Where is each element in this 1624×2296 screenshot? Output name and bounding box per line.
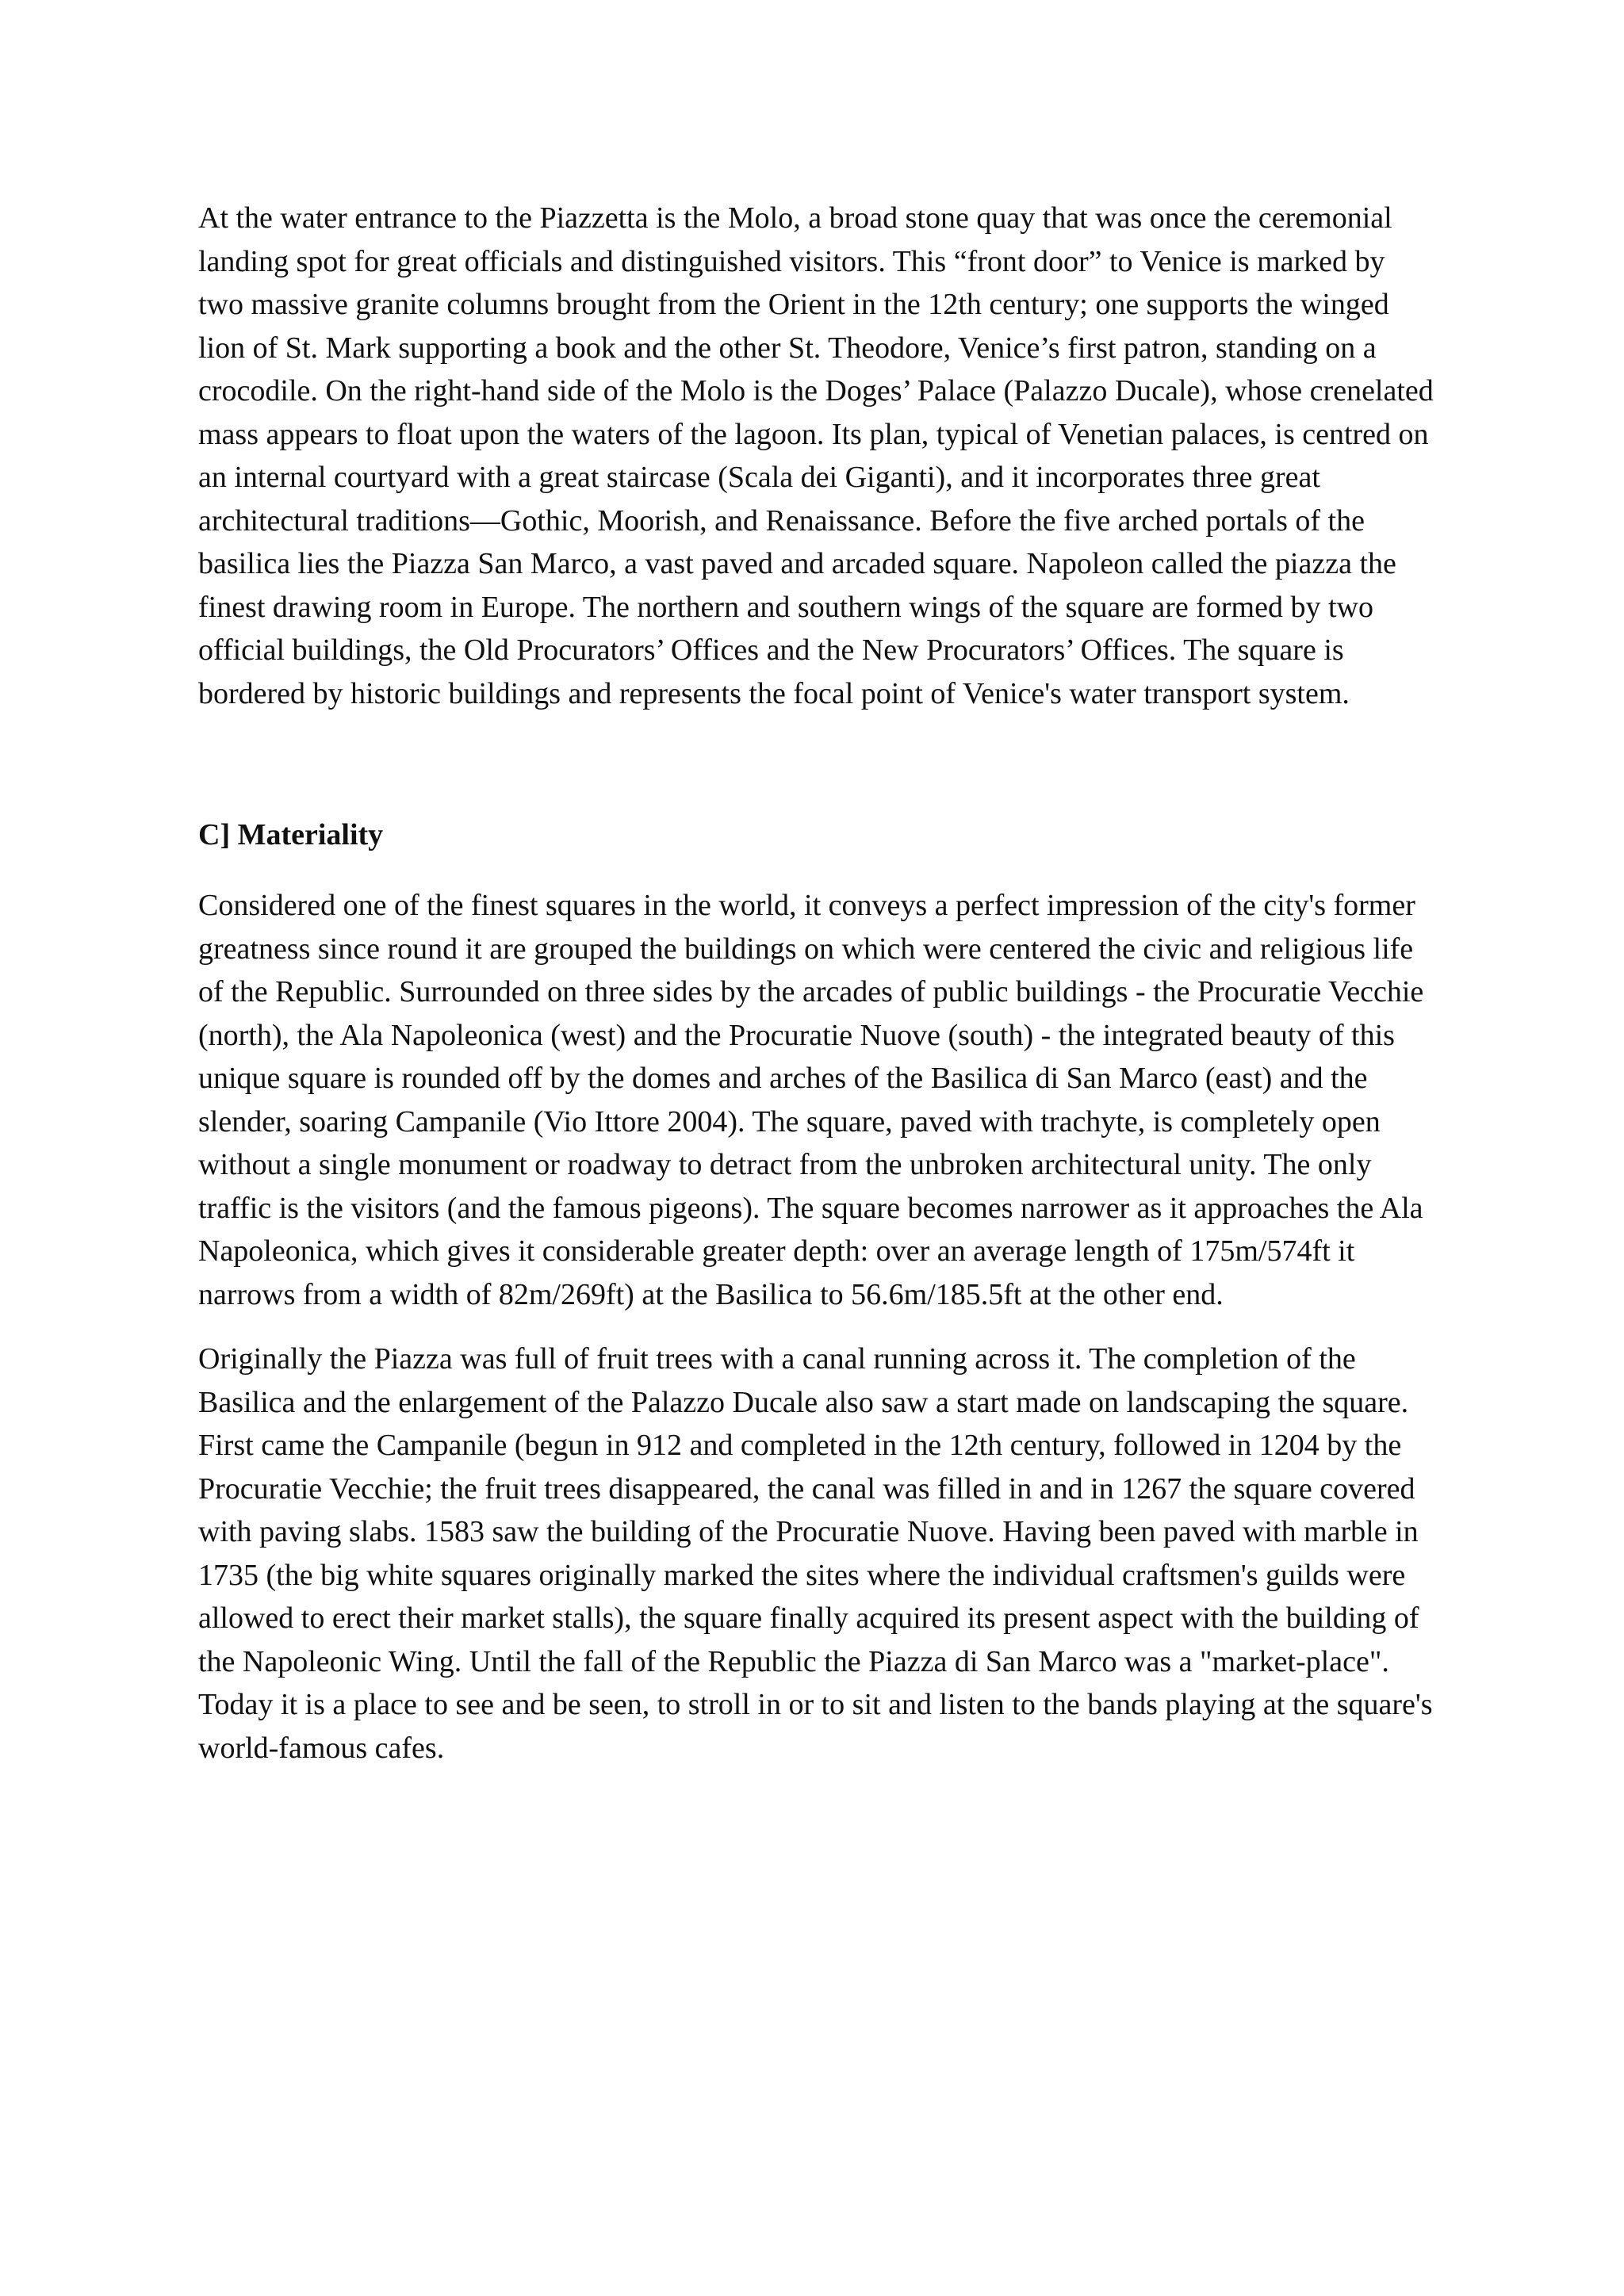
paragraph-square-materiality: Considered one of the finest squares in the world, it conveys a perfect impression of the city's former greatness since round it are grouped the buildings on which were centered the civic and religious life of the Republic. Surrounded on three sides by the arcades of public buildings - the Procuratie Vecchie (north), the Ala Napoleonica (west) and the Procuratie Nuove (south) - the integrated beauty of this unique square is rounded off by the domes and arches of the Basilica di San Marco (east) and the slender, soaring Campanile (Vio Ittore 2004). The square, paved with trachyte, is completely open without a single monument or roadway to detract from the unbroken architectural unity. The only traffic is the visitors (and the famous pigeons). The square becomes narrower as it approaches the Ala Napoleonica, which gives it considerable greater depth: over an average length of 175m/574ft it narrows from a width of 82m/269ft) at the Basilica to 56.6m/185.5ft at the other end. bbox=[198, 889, 1424, 1311]
paragraph-piazza-history: Originally the Piazza was full of fruit trees with a canal running across it. The completion of the Basilica and the enlargement of the Palazzo Ducale also saw a start made on landscaping the square. First came the Campanile (begun in 912 and completed in the 12th century, followed in 1204 by the Procuratie Vecchie; the fruit trees disappeared, the canal was filled in and in 1267 the square covered with paving slabs. 1583 saw the building of the Procuratie Nuove. Having been paved with marble in 1735 (the big white squares originally marked the sites where the individual craftsmen's guilds were allowed to erect their market stalls), the square finally acquired its present aspect with the building of the Napoleonic Wing. Until the fall of the Republic the Piazza di San Marco was a "market-place". Today it is a place to see and be seen, to stroll in or to sit and listen to the bands playing at the square's world-famous cafes. bbox=[198, 1342, 1433, 1765]
section-heading-materiality: C] Materiality bbox=[198, 818, 384, 851]
paragraph-molo-description: At the water entrance to the Piazzetta is the Molo, a broad stone quay that was once the ceremonial landing spot for great officials and distinguished visitors. This “front door” to Venice is marked by two massive granite columns brought from the Orient in the 12th century; one supports the winged lion of St. Mark supporting a book and the other St. Theodore, Venice’s first patron, standing on a crocodile. On the right-hand side of the Molo is the Doges’ Palace (Palazzo Ducale), whose crenelated mass appears to float upon the waters of the lagoon. Its plan, typical of Venetian palaces, is centred on an internal courtyard with a great staircase (Scala dei Giganti), and it incorporates three great architectural traditions—Gothic, Moorish, and Renaissance. Before the five arched portals of the basilica lies the Piazza San Marco, a vast paved and arcaded square. Napoleon called the piazza the finest drawing room in Europe. The northern and southern wings of the square are formed by two official buildings, the Old Procurators’ Offices and the New Procurators’ Offices. The square is bordered by historic buildings and represents the focal point of Venice's water transport system. bbox=[198, 201, 1434, 710]
document-body bbox=[198, 197, 1435, 1770]
